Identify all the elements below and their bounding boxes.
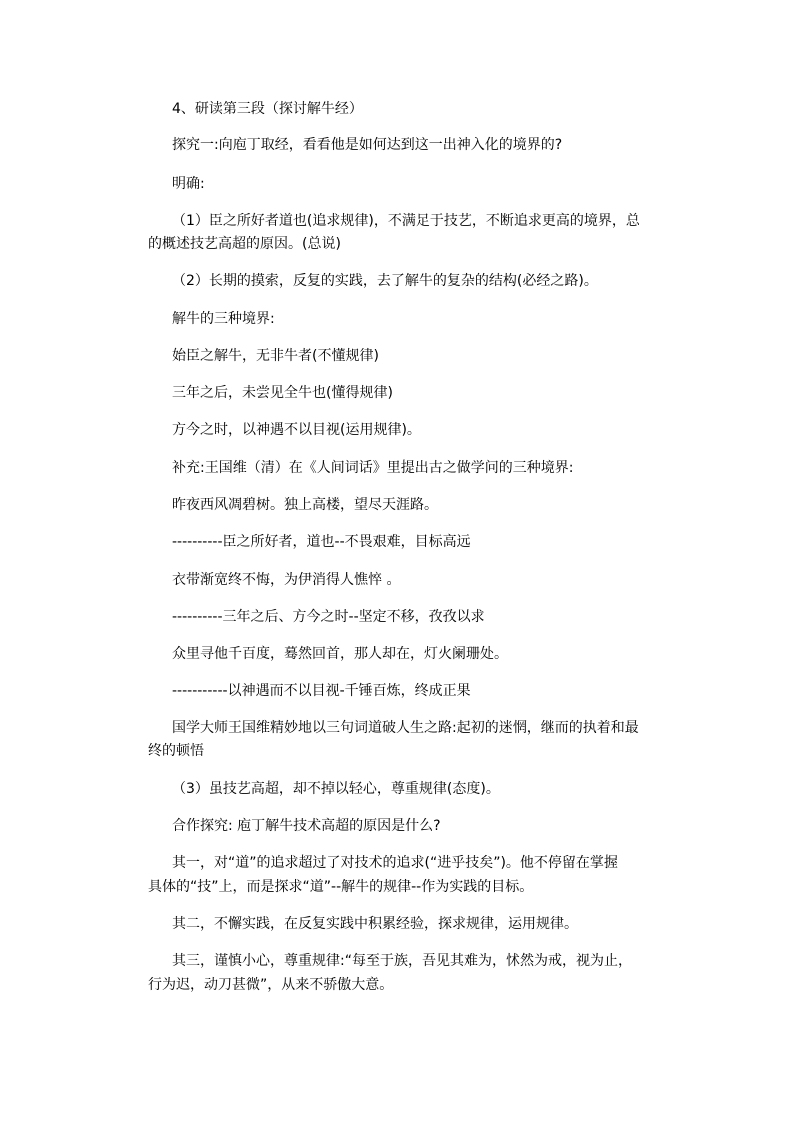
paragraph: 具体的“技”上，而是探求“道”--解牛的规律--作为实践的目标。 (148, 879, 534, 895)
paragraph: 其三，谨慎小心，尊重规律:“每至于族，吾见其难为，怵然为戒，视为止， (172, 953, 632, 969)
paragraph: 方今之时，以神遇不以目视(运用规律)。 (172, 422, 421, 438)
paragraph: 三年之后，未尝见全牛也(懂得规律) (172, 385, 393, 401)
paragraph: 其二，不懈实践，在反复实践中积累经验，探求规律，运用规律。 (172, 916, 578, 932)
paragraph: 衣带渐宽终不悔，为伊消得人憔悴 。 (172, 572, 401, 588)
paragraph: 众里寻他千百度，蓦然回首，那人却在，灯火阑珊处。 (172, 646, 508, 662)
paragraph: 解牛的三种境界: (172, 311, 275, 327)
paragraph: 补充:王国维（清）在《人间词话》里提出古之做学问的三种境界: (172, 460, 574, 476)
paragraph: 明确: (172, 176, 205, 192)
section-heading: 4、研读第三段（探讨解牛经） (172, 101, 363, 117)
paragraph: ----------臣之所好者，道也--不畏艰难，目标高远 (172, 534, 471, 550)
paragraph: 行为迟，动刀甚微”，从来不骄傲大意。 (148, 977, 394, 993)
paragraph: 的概述技艺高超的原因。(总说) (148, 236, 341, 252)
paragraph: -----------以神遇而不以目视-千锤百炼，终成正果 (172, 683, 471, 699)
paragraph: 昨夜西风凋碧树。独上高楼，望尽天涯路。 (172, 497, 438, 513)
paragraph: 其一，对“道”的追求超过了对技术的追求(“进乎技矣”)。他不停留在掌握 (172, 855, 618, 871)
paragraph: 国学大师王国维精妙地以三句词道破人生之路:起初的迷惘，继而的执着和最 (172, 720, 639, 736)
paragraph: 探究一:向庖丁取经，看看他是如何达到这一出神入化的境界的? (172, 137, 563, 153)
paragraph: ----------三年之后、方今之时--坚定不移，孜孜以求 (172, 609, 485, 625)
paragraph: （1）臣之所好者道也(追求规律)，不满足于技艺，不断追求更高的境界，总 (172, 213, 640, 229)
paragraph: （2）长期的摸索，反复的实践，去了解牛的复杂的结构(必经之路)。 (172, 273, 598, 289)
paragraph: 终的顿悟 (148, 743, 204, 759)
paragraph: 合作探究: 庖丁解牛技术高超的原因是什么? (172, 818, 441, 834)
paragraph: 始臣之解牛，无非牛者(不懂规律) (172, 348, 379, 364)
paragraph: （3）虽技艺高超，却不掉以轻心，尊重规律(态度)。 (172, 781, 500, 797)
